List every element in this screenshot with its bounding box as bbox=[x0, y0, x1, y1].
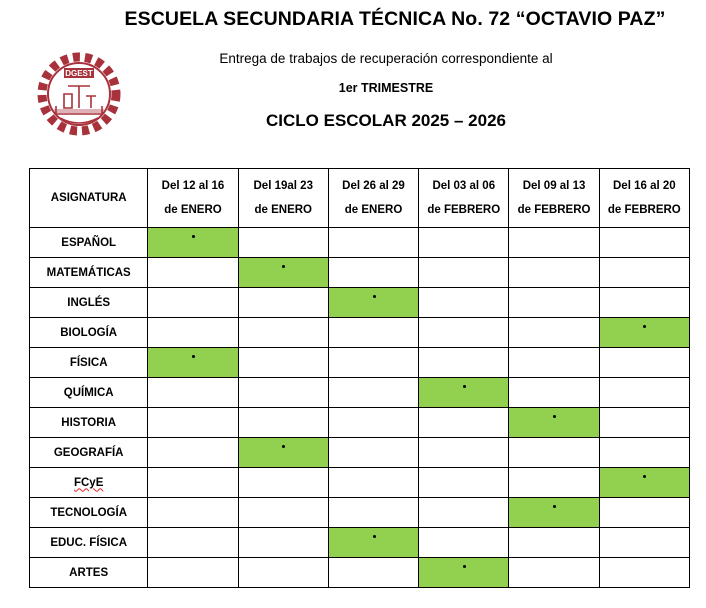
empty-week-cell bbox=[148, 468, 238, 498]
empty-week-cell bbox=[148, 288, 238, 318]
empty-week-cell bbox=[419, 288, 509, 318]
scheduled-week-cell bbox=[238, 258, 328, 288]
empty-week-cell bbox=[419, 498, 509, 528]
subject-cell bbox=[30, 228, 148, 258]
table-row bbox=[30, 348, 690, 378]
subject-cell bbox=[30, 528, 148, 558]
scheduled-week-cell bbox=[148, 228, 238, 258]
scheduled-week-cell bbox=[419, 558, 509, 588]
scheduled-week-cell bbox=[599, 318, 689, 348]
empty-week-cell bbox=[328, 498, 418, 528]
scheduled-week-cell bbox=[148, 348, 238, 378]
empty-week-cell bbox=[328, 228, 418, 258]
empty-week-cell bbox=[238, 558, 328, 588]
empty-week-cell bbox=[238, 348, 328, 378]
empty-week-cell bbox=[419, 408, 509, 438]
scheduled-week-cell bbox=[509, 498, 599, 528]
empty-week-cell bbox=[328, 468, 418, 498]
subject-cell bbox=[30, 348, 148, 378]
table-header-row bbox=[30, 169, 690, 228]
empty-week-cell bbox=[599, 498, 689, 528]
subject-label: TECNOLOGÍA bbox=[50, 506, 127, 519]
bullet-mark bbox=[282, 265, 285, 268]
page-subtitle: Entrega de trabajos de recuperación correspondiente al bbox=[219, 51, 553, 66]
empty-week-cell bbox=[148, 528, 238, 558]
subject-cell bbox=[30, 378, 148, 408]
empty-week-cell bbox=[599, 228, 689, 258]
empty-week-cell bbox=[238, 468, 328, 498]
week-range-label: Del 16 al 20 bbox=[613, 180, 676, 192]
week-range-label: Del 09 al 13 bbox=[522, 180, 586, 192]
empty-week-cell bbox=[599, 558, 689, 588]
week-column-header bbox=[328, 169, 418, 228]
table-row bbox=[30, 498, 690, 528]
subject-label: EDUC. FÍSICA bbox=[50, 536, 127, 549]
subject-cell bbox=[30, 318, 148, 348]
scheduled-week-cell bbox=[328, 528, 418, 558]
empty-week-cell bbox=[328, 438, 418, 468]
school-cycle-label: CICLO ESCOLAR 2025 – 2026 bbox=[266, 111, 506, 130]
empty-week-cell bbox=[238, 408, 328, 438]
logo-lettering: DGEST bbox=[65, 69, 93, 78]
bullet-mark bbox=[373, 535, 376, 538]
week-column-header bbox=[599, 169, 689, 228]
week-range-label: Del 26 al 29 bbox=[342, 180, 405, 192]
table-row bbox=[30, 288, 690, 318]
empty-week-cell bbox=[509, 318, 599, 348]
subject-column-header bbox=[30, 169, 148, 228]
week-range-label: Del 19al 23 bbox=[253, 180, 313, 192]
empty-week-cell bbox=[328, 378, 418, 408]
subject-label: BIOLOGÍA bbox=[60, 326, 118, 339]
empty-week-cell bbox=[599, 258, 689, 288]
empty-week-cell bbox=[328, 258, 418, 288]
empty-week-cell bbox=[148, 408, 238, 438]
subject-cell bbox=[30, 468, 148, 498]
week-month-label: de FEBRERO bbox=[427, 204, 501, 216]
week-column-header bbox=[419, 169, 509, 228]
subject-cell bbox=[30, 498, 148, 528]
bullet-mark bbox=[463, 385, 466, 388]
empty-week-cell bbox=[328, 408, 418, 438]
empty-week-cell bbox=[238, 378, 328, 408]
empty-week-cell bbox=[419, 348, 509, 378]
subject-cell bbox=[30, 408, 148, 438]
bullet-mark bbox=[553, 415, 556, 418]
scheduled-week-cell bbox=[238, 438, 328, 468]
empty-week-cell bbox=[509, 348, 599, 378]
empty-week-cell bbox=[238, 228, 328, 258]
empty-week-cell bbox=[509, 258, 599, 288]
week-range-label: Del 03 al 06 bbox=[432, 180, 496, 192]
table-row bbox=[30, 228, 690, 258]
table-row bbox=[30, 378, 690, 408]
empty-week-cell bbox=[599, 288, 689, 318]
table-row bbox=[30, 408, 690, 438]
subject-label: ARTES bbox=[69, 566, 109, 579]
empty-week-cell bbox=[599, 438, 689, 468]
empty-week-cell bbox=[238, 318, 328, 348]
week-column-header bbox=[238, 169, 328, 228]
empty-week-cell bbox=[509, 378, 599, 408]
empty-week-cell bbox=[599, 408, 689, 438]
empty-week-cell bbox=[328, 318, 418, 348]
table-row bbox=[30, 318, 690, 348]
empty-week-cell bbox=[238, 288, 328, 318]
bullet-mark bbox=[553, 505, 556, 508]
bullet-mark bbox=[192, 235, 195, 238]
empty-week-cell bbox=[509, 528, 599, 558]
subject-label: ESPAÑOL bbox=[61, 236, 117, 249]
bullet-mark bbox=[643, 325, 646, 328]
table-row bbox=[30, 258, 690, 288]
subject-label: FCyE bbox=[73, 476, 104, 489]
empty-week-cell bbox=[148, 258, 238, 288]
empty-week-cell bbox=[148, 498, 238, 528]
empty-week-cell bbox=[509, 438, 599, 468]
scheduled-week-cell bbox=[599, 468, 689, 498]
week-month-label: de ENERO bbox=[164, 204, 222, 216]
empty-week-cell bbox=[419, 318, 509, 348]
table-row bbox=[30, 468, 690, 498]
empty-week-cell bbox=[509, 288, 599, 318]
week-range-label: Del 12 al 16 bbox=[161, 180, 225, 192]
empty-week-cell bbox=[599, 348, 689, 378]
empty-week-cell bbox=[599, 528, 689, 558]
empty-week-cell bbox=[148, 378, 238, 408]
bullet-mark bbox=[463, 565, 466, 568]
subject-cell bbox=[30, 288, 148, 318]
empty-week-cell bbox=[328, 558, 418, 588]
subject-label: QUÍMICA bbox=[63, 386, 114, 399]
week-month-label: de ENERO bbox=[254, 204, 312, 216]
bullet-mark bbox=[643, 475, 646, 478]
week-month-label: de ENERO bbox=[344, 204, 403, 216]
empty-week-cell bbox=[419, 468, 509, 498]
bullet-mark bbox=[373, 295, 376, 298]
subject-label: HISTORIA bbox=[61, 416, 117, 429]
school-logo-icon bbox=[28, 48, 130, 140]
scheduled-week-cell bbox=[419, 378, 509, 408]
table-row bbox=[30, 558, 690, 588]
empty-week-cell bbox=[148, 438, 238, 468]
table-row bbox=[30, 438, 690, 468]
bullet-mark bbox=[192, 355, 195, 358]
trimester-label: 1er TRIMESTRE bbox=[338, 81, 434, 95]
scheduled-week-cell bbox=[328, 288, 418, 318]
schedule-table bbox=[29, 168, 690, 588]
empty-week-cell bbox=[509, 468, 599, 498]
empty-week-cell bbox=[419, 258, 509, 288]
empty-week-cell bbox=[419, 528, 509, 558]
empty-week-cell bbox=[419, 228, 509, 258]
empty-week-cell bbox=[509, 228, 599, 258]
week-column-header bbox=[148, 169, 238, 228]
subject-label: INGLÉS bbox=[67, 296, 111, 309]
empty-week-cell bbox=[148, 558, 238, 588]
empty-week-cell bbox=[148, 318, 238, 348]
empty-week-cell bbox=[419, 438, 509, 468]
week-column-header bbox=[509, 169, 599, 228]
scheduled-week-cell bbox=[509, 408, 599, 438]
subject-cell bbox=[30, 258, 148, 288]
empty-week-cell bbox=[328, 348, 418, 378]
empty-week-cell bbox=[509, 558, 599, 588]
empty-week-cell bbox=[238, 528, 328, 558]
subject-cell bbox=[30, 438, 148, 468]
week-month-label: de FEBRERO bbox=[607, 204, 681, 216]
subject-cell bbox=[30, 558, 148, 588]
week-month-label: de FEBRERO bbox=[517, 204, 591, 216]
bullet-mark bbox=[282, 445, 285, 448]
empty-week-cell bbox=[599, 378, 689, 408]
subject-header-label: ASIGNATURA bbox=[50, 192, 127, 204]
subject-label: FÍSICA bbox=[69, 356, 108, 369]
subject-label: GEOGRAFÍA bbox=[53, 446, 124, 459]
subject-label: MATEMÁTICAS bbox=[46, 266, 131, 279]
table-row bbox=[30, 528, 690, 558]
empty-week-cell bbox=[238, 498, 328, 528]
page-title: ESCUELA SECUNDARIA TÉCNICA No. 72 “OCTAVIO PAZ” bbox=[124, 8, 666, 30]
